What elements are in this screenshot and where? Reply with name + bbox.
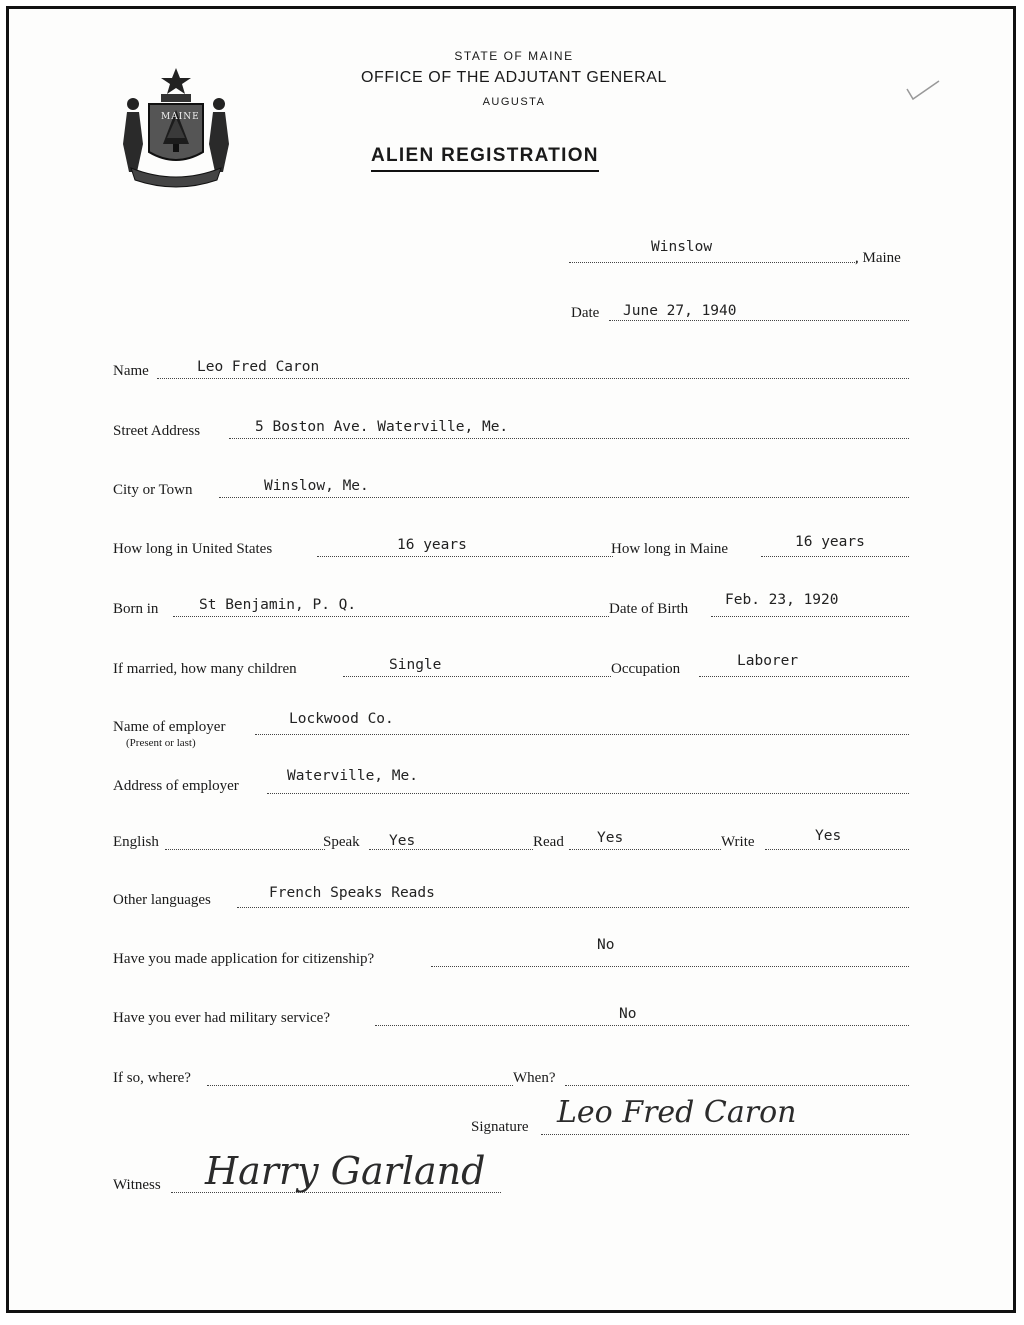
how-long-maine-value[interactable]: 16 years <box>795 534 865 550</box>
military-label: Have you ever had military service? <box>113 1010 330 1026</box>
name-label: Name <box>113 363 149 379</box>
speak-value[interactable]: Yes <box>389 833 416 849</box>
street-address-value[interactable]: 5 Boston Ave. Waterville, Me. <box>255 419 509 435</box>
children-value[interactable]: Single <box>389 657 442 673</box>
citizenship-value[interactable]: No <box>597 937 615 953</box>
where-label: If so, where? <box>113 1070 191 1086</box>
other-languages-value[interactable]: French Speaks Reads <box>269 885 435 901</box>
witness-label: Witness <box>113 1177 161 1193</box>
city-or-town-value[interactable]: Winslow, Me. <box>264 478 369 494</box>
employer-sublabel: (Present or last) <box>126 737 196 749</box>
other-languages-label: Other languages <box>113 892 211 908</box>
town-value[interactable]: Winslow <box>651 239 713 255</box>
check-mark-icon <box>905 79 941 105</box>
how-long-us-value[interactable]: 16 years <box>397 537 467 553</box>
employer-value[interactable]: Lockwood Co. <box>289 711 394 727</box>
state-heading: STATE OF MAINE <box>454 49 574 63</box>
employer-address-label: Address of employer <box>113 778 239 794</box>
date-of-birth-value[interactable]: Feb. 23, 1920 <box>725 592 839 608</box>
speak-label: Speak <box>323 834 360 850</box>
occupation-value[interactable]: Laborer <box>737 653 799 669</box>
when-label: When? <box>513 1070 556 1086</box>
date-label: Date <box>571 305 600 321</box>
witness-signature[interactable]: Harry Garland <box>205 1149 486 1193</box>
born-in-value[interactable]: St Benjamin, P. Q. <box>199 597 357 613</box>
signature-value[interactable]: Leo Fred Caron <box>557 1095 797 1130</box>
form-title: ALIEN REGISTRATION <box>371 145 599 172</box>
street-address-label: Street Address <box>113 423 201 439</box>
read-value[interactable]: Yes <box>597 830 624 846</box>
write-value[interactable]: Yes <box>815 828 842 844</box>
city-or-town-label: City or Town <box>113 482 193 498</box>
date-value[interactable]: June 27, 1940 <box>623 303 737 319</box>
how-long-us-label: How long in United States <box>113 541 273 557</box>
name-value[interactable]: Leo Fred Caron <box>197 359 320 375</box>
city-heading: AUGUSTA <box>482 96 546 108</box>
seal-motto: MAINE <box>161 112 200 122</box>
employer-address-value[interactable]: Waterville, Me. <box>287 768 418 784</box>
employer-label: Name of employer <box>113 719 226 735</box>
town-suffix: , Maine <box>855 250 901 266</box>
alien-registration-form <box>6 6 1016 1313</box>
write-label: Write <box>721 834 755 850</box>
born-in-label: Born in <box>113 601 159 617</box>
how-long-maine-label: How long in Maine <box>611 541 729 557</box>
office-heading: OFFICE OF THE ADJUTANT GENERAL <box>360 69 668 86</box>
read-label: Read <box>533 834 564 850</box>
english-label: English <box>113 834 159 850</box>
occupation-label: Occupation <box>611 661 681 677</box>
children-label: If married, how many children <box>113 661 297 677</box>
citizenship-label: Have you made application for citizenship? <box>113 951 375 967</box>
signature-label: Signature <box>471 1119 529 1135</box>
date-of-birth-label: Date of Birth <box>609 601 689 617</box>
military-value[interactable]: No <box>619 1006 637 1022</box>
